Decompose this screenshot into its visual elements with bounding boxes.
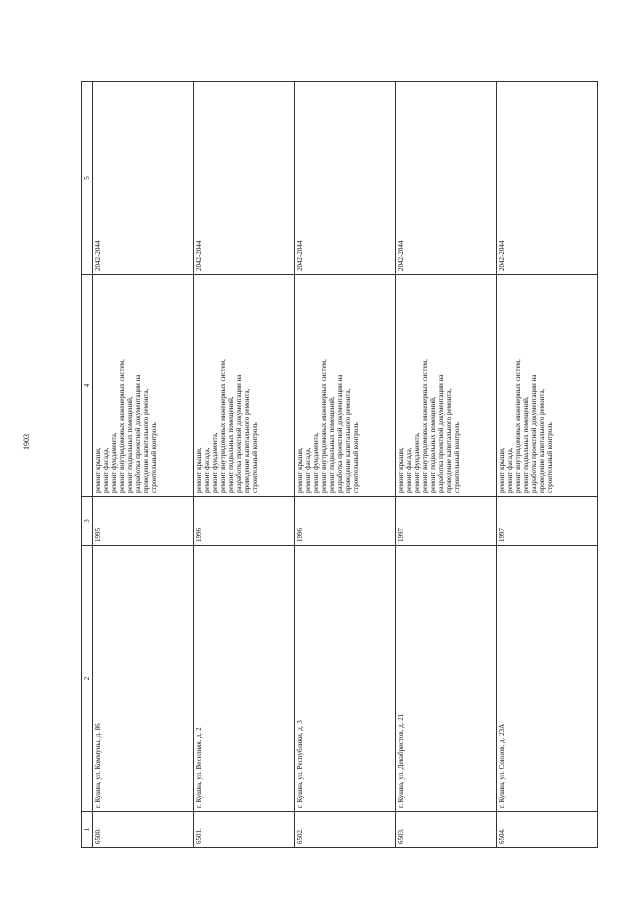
period-cell: 2042-2044 <box>93 82 194 275</box>
address-cell: г. Кушва, ул. Республики, д. 3 <box>295 546 396 812</box>
table-row <box>295 82 396 848</box>
column-number: 2 <box>82 546 93 812</box>
work-item: строительный контроль <box>251 422 260 493</box>
work-item: ремонт внутридомовых инженерных систем, <box>320 359 329 493</box>
address-cell: г. Кушва, ул. Союзов, д. 23А <box>497 546 598 812</box>
work-item: ремонт подвальных помещений, <box>227 396 236 493</box>
work-item: ремонт подвальных помещений, <box>126 396 135 493</box>
work-item: ремонт фасада, <box>203 447 212 493</box>
works-cell <box>194 275 295 497</box>
work-item: проведение капитального ремонта, <box>344 388 353 493</box>
row-number: 6500. <box>93 812 194 848</box>
work-item: ремонт внутридомовых инженерных систем, <box>118 359 127 493</box>
work-item: проведение капитального ремонта, <box>142 388 151 493</box>
work-item: разработка проектной документации на <box>530 374 539 493</box>
year-cell: 1995 <box>93 497 194 546</box>
work-item: ремонт крыши, <box>195 447 203 493</box>
row-number: 6502. <box>295 812 396 848</box>
year-cell: 1996 <box>194 497 295 546</box>
work-item: строительный контроль <box>352 422 361 493</box>
work-item: проведение капитального ремонта, <box>538 388 547 493</box>
column-number-row <box>82 82 93 848</box>
work-item: проведение капитального ремонта, <box>243 388 252 493</box>
work-item: разработка проектной документации на <box>437 374 446 493</box>
table-row <box>93 82 194 848</box>
column-number: 1 <box>82 812 93 848</box>
repair-schedule-table <box>81 81 598 848</box>
row-number: 6503. <box>396 812 497 848</box>
table-row <box>497 82 598 848</box>
column-number: 4 <box>82 275 93 497</box>
column-number: 3 <box>82 497 93 546</box>
work-item: строительный контроль <box>546 422 555 493</box>
work-item: ремонт фасада, <box>405 447 414 493</box>
row-number: 6504. <box>497 812 598 848</box>
table-row <box>396 82 497 848</box>
address-cell: г. Кушва, ул. Веселняя, д. 2 <box>194 546 295 812</box>
work-item: строительный контроль <box>150 422 159 493</box>
work-item: ремонт фасада, <box>506 447 515 493</box>
work-item: ремонт фундамента, <box>211 432 220 493</box>
work-item: ремонт крыши, <box>296 447 304 493</box>
page-number: 1903 <box>22 434 31 450</box>
work-item: ремонт подвальных помещений, <box>429 396 438 493</box>
work-item: ремонт фасада, <box>304 447 313 493</box>
row-number: 6501. <box>194 812 295 848</box>
work-item: ремонт крыши, <box>397 447 405 493</box>
works-cell <box>93 275 194 497</box>
work-item: ремонт фундамента, <box>413 432 422 493</box>
work-item: ремонт внутридомовых инженерных систем, <box>514 359 523 493</box>
address-cell: г. Кушва, ул. Декабристов, д. 21 <box>396 546 497 812</box>
period-cell: 2042-2044 <box>295 82 396 275</box>
work-item: ремонт внутридомовых инженерных систем, <box>219 359 228 493</box>
period-cell: 2042-2044 <box>194 82 295 275</box>
work-item: разработка проектной документации на <box>134 374 143 493</box>
year-cell: 1996 <box>295 497 396 546</box>
work-item: разработка проектной документации на <box>336 374 345 493</box>
column-number: 5 <box>82 82 93 275</box>
work-item: ремонт крыши, <box>498 447 506 493</box>
work-item: разработка проектной документации на <box>235 374 244 493</box>
rotated-table-container <box>81 82 600 848</box>
work-item: ремонт крыши, <box>94 447 102 493</box>
work-item: проведение капитального ремонта, <box>445 388 454 493</box>
works-cell <box>497 275 598 497</box>
work-item: ремонт подвальных помещений, <box>522 396 531 493</box>
table-row <box>194 82 295 848</box>
work-item: ремонт подвальных помещений, <box>328 396 337 493</box>
work-item: ремонт внутридомовых инженерных систем, <box>421 359 430 493</box>
period-cell: 2042-2044 <box>497 82 598 275</box>
works-cell <box>295 275 396 497</box>
work-item: строительный контроль <box>453 422 462 493</box>
period-cell: 2042-2044 <box>396 82 497 275</box>
year-cell: 1997 <box>497 497 598 546</box>
work-item: ремонт фасада, <box>102 447 111 493</box>
year-cell: 1997 <box>396 497 497 546</box>
address-cell: г. Кушва, ул. Коммуны, д. 86 <box>93 546 194 812</box>
work-item: ремонт фундамента, <box>312 432 321 493</box>
works-cell <box>396 275 497 497</box>
work-item: ремонт фундамента, <box>110 432 119 493</box>
